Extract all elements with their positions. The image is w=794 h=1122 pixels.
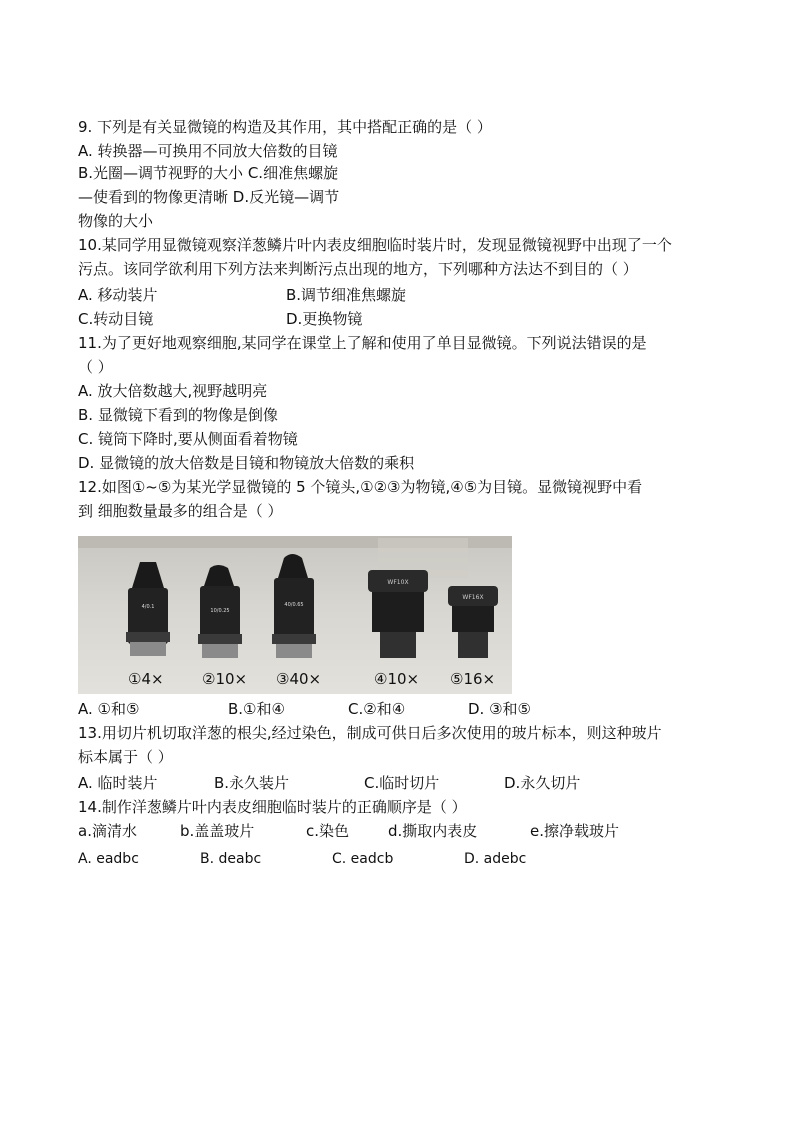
- lens-5-eyepiece-16x: [448, 586, 498, 658]
- q14-step-a: a.滴清水: [78, 822, 137, 840]
- lens-2-engraving: 10/0.25: [210, 608, 230, 614]
- lens-label-2: ②10×: [202, 670, 248, 688]
- q12-stem-line2: 到 细胞数量最多的组合是（ ）: [78, 502, 283, 520]
- lens-label-5: ⑤16×: [450, 670, 496, 688]
- q9-option-d-end: 物像的大小: [78, 212, 154, 230]
- q13-option-d: D.永久切片: [504, 774, 581, 792]
- q12-stem-line1: 12.如图①~⑤为某光学显微镜的 5 个镜头,①②③为物镜,④⑤为目镜。显微镜视野中看: [78, 478, 643, 496]
- q12-option-c: C.②和④: [348, 700, 406, 718]
- q14-stem: 14.制作洋葱鳞片叶内表皮细胞临时装片的正确顺序是（ ）: [78, 798, 467, 816]
- q14-option-a: A. eadbc: [78, 851, 139, 867]
- q9-option-c-d: —使看到的物像更清晰 D.反光镜—调节: [78, 188, 340, 206]
- lens-5-engraving: WF16X: [462, 594, 484, 601]
- q10-stem-line2: 污点。该同学欲利用下列方法来判断污点出现的地方，下列哪种方法达不到目的（ ）: [78, 260, 638, 278]
- q10-option-d: D.更换物镜: [286, 310, 363, 328]
- q11-option-d: D. 显微镜的放大倍数是目镜和物镜放大倍数的乘积: [78, 454, 415, 472]
- q14-step-d: d.撕取内表皮: [388, 822, 478, 840]
- q10-option-a: A. 移动装片: [78, 286, 158, 304]
- q13-stem-line1: 13.用切片机切取洋葱的根尖,经过染色，制成可供日后多次使用的玻片标本，则这种玻片: [78, 724, 662, 742]
- microscope-lenses-photo: [78, 536, 512, 694]
- q9-stem: 9. 下列是有关显微镜的构造及其作用，其中搭配正确的是（ ）: [78, 118, 492, 136]
- lens-4-eyepiece-10x: [368, 570, 428, 658]
- lens-1-objective-4x: [126, 562, 170, 656]
- q10-option-b: B.调节细准焦螺旋: [286, 286, 407, 304]
- q14-option-b: B. deabc: [200, 851, 262, 867]
- q13-option-b: B.永久装片: [214, 774, 290, 792]
- q9-option-b-c: B.光圈—调节视野的大小 C.细准焦螺旋: [78, 164, 339, 182]
- q12-option-b: B.①和④: [228, 700, 285, 718]
- q11-option-c: C. 镜筒下降时,要从侧面看着物镜: [78, 430, 298, 448]
- q13-option-a: A. 临时装片: [78, 774, 158, 792]
- q14-step-e: e.擦净载玻片: [530, 822, 619, 840]
- lens-3-objective-40x: [272, 554, 316, 658]
- q14-option-d: D. adebc: [464, 851, 527, 867]
- lens-label-1: ①4×: [128, 670, 164, 688]
- q14-option-c: C. eadcb: [332, 851, 394, 867]
- q13-option-c: C.临时切片: [364, 774, 440, 792]
- q11-option-a: A. 放大倍数越大,视野越明亮: [78, 382, 268, 400]
- lens-4-engraving: WF10X: [387, 579, 409, 586]
- q14-step-c: c.染色: [306, 822, 350, 840]
- q11-stem-line2: （ ）: [78, 358, 113, 376]
- q10-option-c: C.转动目镜: [78, 310, 154, 328]
- lens-2-objective-10x: [198, 565, 242, 658]
- q12-option-a: A. ①和⑤: [78, 700, 140, 718]
- q12-option-d: D. ③和⑤: [468, 700, 531, 718]
- q10-stem-line1: 10.某同学用显微镜观察洋葱鳞片叶内表皮细胞临时装片时，发现显微镜视野中出现了一个: [78, 236, 672, 254]
- q13-stem-line2: 标本属于（ ）: [78, 748, 173, 766]
- q14-step-b: b.盖盖玻片: [180, 822, 255, 840]
- lens-3-engraving: 40/0.65: [284, 602, 304, 608]
- q11-stem-line1: 11.为了更好地观察细胞,某同学在课堂上了解和使用了单目显微镜。下列说法错误的是: [78, 334, 647, 352]
- q11-option-b: B. 显微镜下看到的物像是倒像: [78, 406, 278, 424]
- lens-1-engraving: 4/0.1: [141, 604, 155, 610]
- q9-option-a: A. 转换器—可换用不同放大倍数的目镜: [78, 142, 338, 160]
- lens-label-3: ③40×: [276, 670, 322, 688]
- lens-label-4: ④10×: [374, 670, 420, 688]
